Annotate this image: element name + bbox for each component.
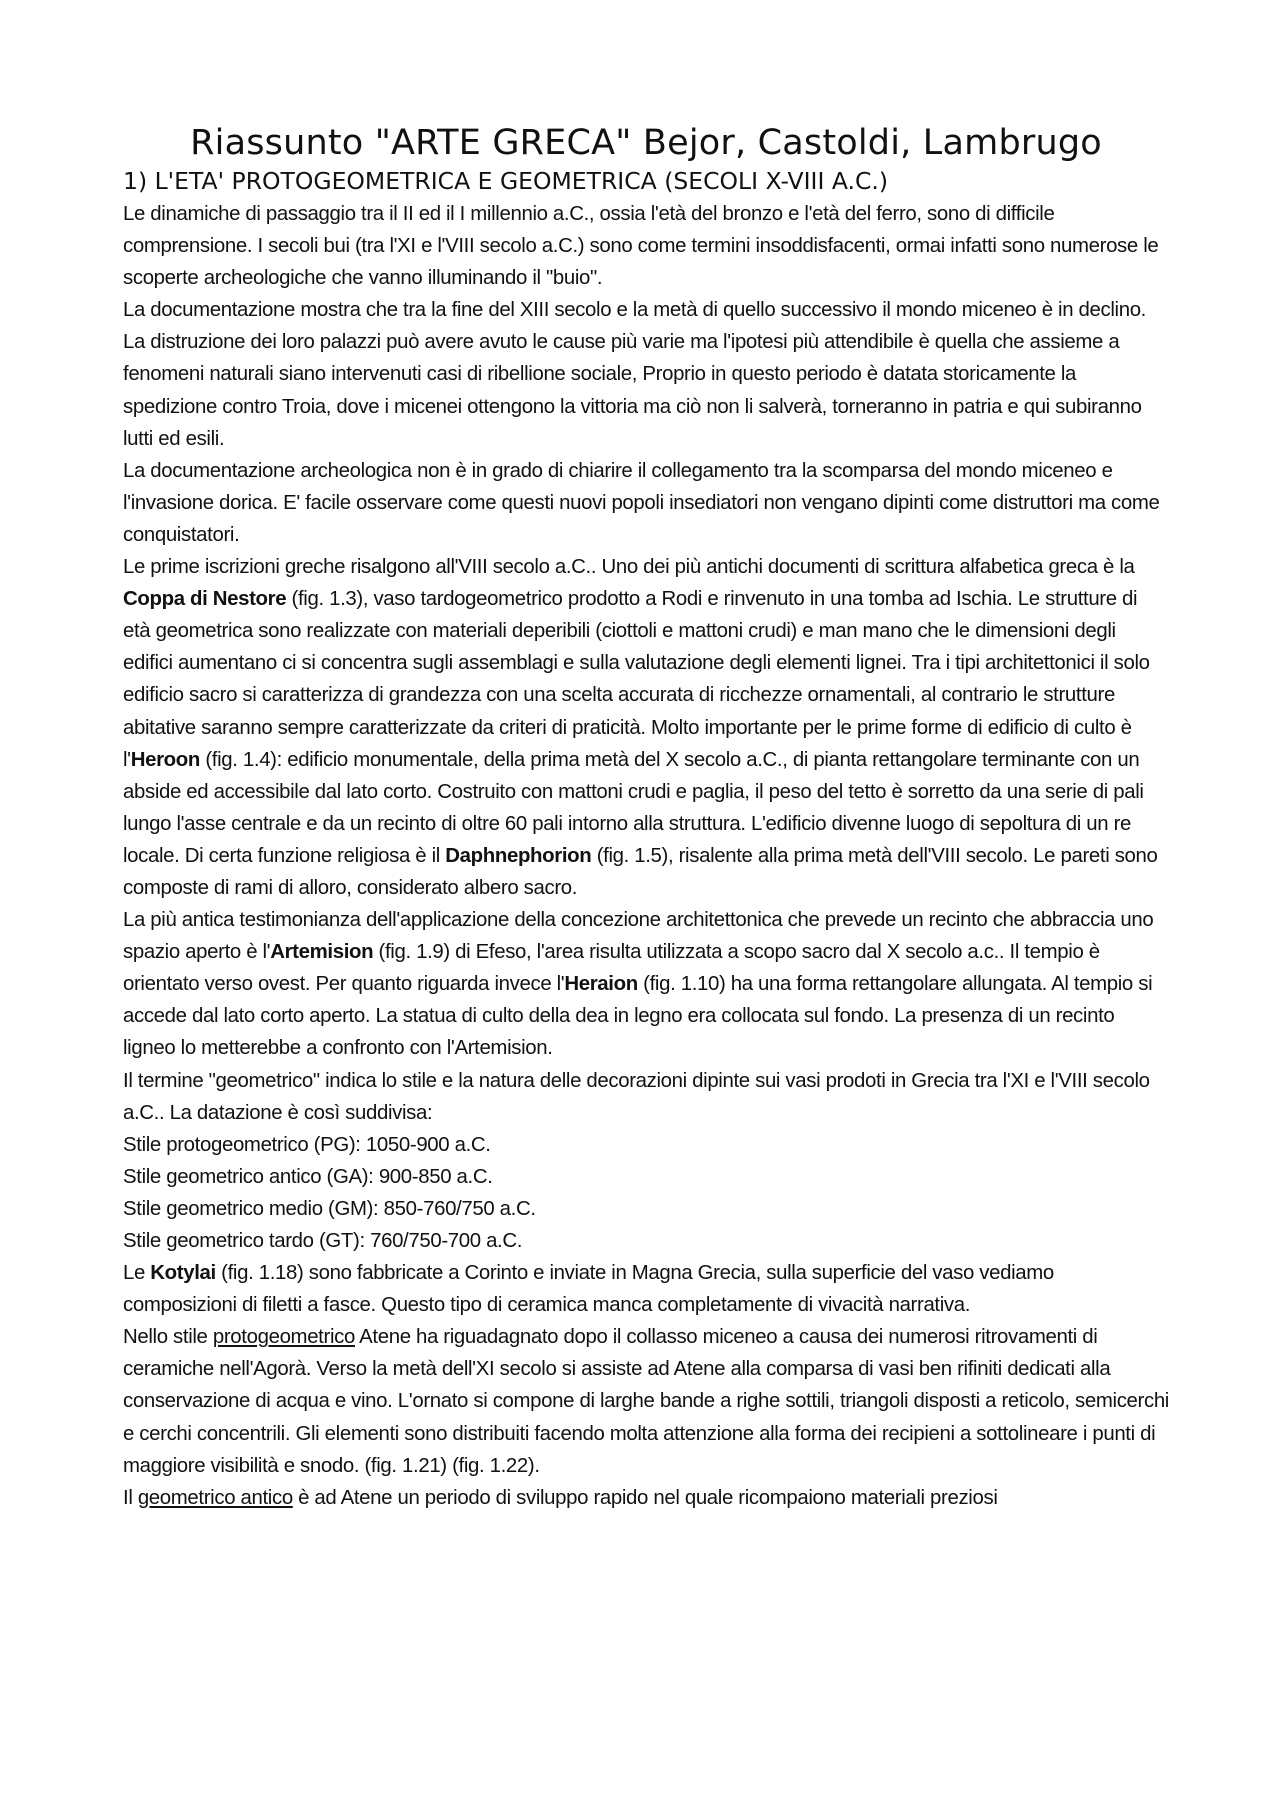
text-run: Stile geometrico tardo (GT): 760/750-700 a.C. [123,1230,523,1252]
paragraph [123,198,1169,294]
text-run: è ad Atene un periodo di sviluppo rapido nel quale ricompaiono materiali preziosi [292,1486,998,1509]
paragraph [123,904,1169,1064]
text-run: (fig. 1.4): edificio monumentale, della prima metà del X secolo a.C., di pianta rettangolare terminante con un abside ed accessibile dal lato corto. Costruito con mattoni crudi e paglia, il peso del tetto è sorretto da una serie di pali lungo l'asse centrale e da un recinto di oltre 60 pali intorno alla struttura. L'edificio divenne luogo di sepoltura di un re locale. Di certa funzione religiosa è il [123,748,1144,867]
text-run: Le prime iscrizioni greche risalgono all'VIII secolo a.C.. Uno dei più antichi documenti di scrittura alfabetica greca è la [123,556,1135,579]
paragraph [123,1225,1169,1257]
paragraph [123,1193,1169,1225]
paragraph [123,455,1169,551]
paragraph [123,1482,1169,1514]
paragraph [123,1257,1169,1321]
text-run: Nello stile [123,1326,213,1349]
text-run: La più antica testimonianza dell'applicazione della concezione architettonica che prevede un recinto che abbraccia uno spazio aperto è l' [123,909,1154,964]
paragraph [123,1161,1169,1193]
paragraph [123,1321,1169,1481]
text-run: Le dinamiche di passaggio tra il II ed il I millennio a.C., ossia l'età del bronzo e l'età del ferro, sono di difficile comprensione. I secoli bui (tra l'XI e l'VIII secolo a.C.) sono come termini insoddisfacenti, ormai infatti sono numerose le scoperte archeologiche che vanno illuminando il "buio". [123,203,1159,290]
bold-term: Daphnephorion [445,844,592,867]
text-run: Stile geometrico medio (GM): 850-760/750 a.C. [123,1197,536,1220]
text-run: La documentazione mostra che tra la fine del XIII secolo e la metà di quello successivo il mondo miceneo è in declino. La distruzione dei loro palazzi può avere avuto le cause più varie ma l'ipotesi più attendibile è quella che assieme a fenomeni naturali siano intervenuti casi di ribellione sociale, Proprio in questo periodo è datata storicamente la spedizione contro Troia, dove i micenei ottengono la vittoria ma ciò non li salverà, torneranno in patria e qui subiranno lutti ed esili. [123,299,1146,450]
text-run: Stile protogeometrico (PG): 1050-900 a.C. [123,1133,491,1156]
text-run: (fig. 1.10) ha una forma rettangolare allungata. Al tempio si accede dal lato corto aperto. La statua di culto della dea in legno era collocata sul fondo. La presenza di un recinto ligneo lo metterebbe a confronto con l'Artemision. [123,973,1153,1060]
bold-term: Artemision [270,941,374,964]
bold-term: Coppa di Nestore [123,588,287,611]
document-title: Riassunto "ARTE GRECA" Bejor, Castoldi, Lambrugo [190,123,1102,163]
text-run: (fig. 1.9) di Efeso, l'area risulta utilizzata a scopo sacro dal X secolo a.c.. Il tempio è orientato verso ovest. Per quanto riguarda invece l' [123,941,1100,996]
section-heading: 1) L'ETA' PROTOGEOMETRICA E GEOMETRICA (SECOLI X-VIII A.C.) [123,167,889,195]
text-run: (fig. 1.3), vaso tardogeometrico prodotto a Rodi e rinvenuto in una tomba ad Ischia. Le strutture di età geometrica sono realizzate con materiali deperibili (ciottoli e mattoni crudi) e man mano che le dimensioni degli edifici aumentano ci si concentra sugli assemblagi e sulla valutazione degli elementi lignei. Tra i tipi architettonici il solo edificio sacro si caratterizza di grandezza con una scelta accurata di ricchezze ornamentali, al contrario le strutture abitative saranno sempre caratterizzate da criteri di praticità. Molto importante per le prime forme di edificio di culto è l' [123,588,1150,771]
paragraph [123,1065,1169,1129]
bold-term: Kotylai [150,1262,216,1285]
text-run: (fig. 1.18) sono fabbricate a Corinto e inviate in Magna Grecia, sulla superficie del vaso vediamo composizioni di filetti a fasce. Questo tipo di ceramica manca completamente di vivacità narrativa. [123,1262,1054,1317]
underlined-term: geometrico antico [137,1486,293,1509]
bold-term: Heroon [130,748,201,771]
underlined-term: protogeometrico [212,1326,355,1349]
text-run: Stile geometrico antico (GA): 900-850 a.C. [123,1165,493,1188]
text-run: (fig. 1.5), risalente alla prima metà dell'VIII secolo. Le pareti sono composte di rami di alloro, considerato albero sacro. [123,844,1158,899]
text-run: Atene ha riguadagnato dopo il collasso miceneo a causa dei numerosi ritrovamenti di ceramiche nell'Agorà. Verso la metà dell'XI secolo si assiste ad Atene alla comparsa di vasi ben rifiniti dedicati alla conservazione di acqua e vino. L'ornato si compone di larghe bande a righe sottili, triangoli disposti a reticolo, semicerchi e cerchi concentrili. Gli elementi sono distribuiti facendo molta attenzione alla forma dei recipieni a sottolineare i punti di maggiore visibilità e snodo. (fig. 1.21) (fig. 1.22). [123,1326,1169,1477]
document-body [123,198,1169,1514]
text-run: La documentazione archeologica non è in grado di chiarire il collegamento tra la scomparsa del mondo miceneo e l'invasione dorica. E' facile osservare come questi nuovi popoli insediatori non vengano dipinti come distruttori ma come conquistatori. [123,459,1160,546]
text-run: Il [123,1486,138,1509]
paragraph [123,551,1169,904]
text-run: Le [123,1262,151,1285]
document-content [123,122,1169,1514]
bold-term: Heraion [564,973,638,996]
paragraph [123,294,1169,454]
text-run: Il termine "geometrico" indica lo stile e la natura delle decorazioni dipinte sui vasi prodoti in Grecia tra l'XI e l'VIII secolo a.C.. La datazione è così suddivisa: [123,1069,1150,1124]
paragraph [123,1129,1169,1161]
